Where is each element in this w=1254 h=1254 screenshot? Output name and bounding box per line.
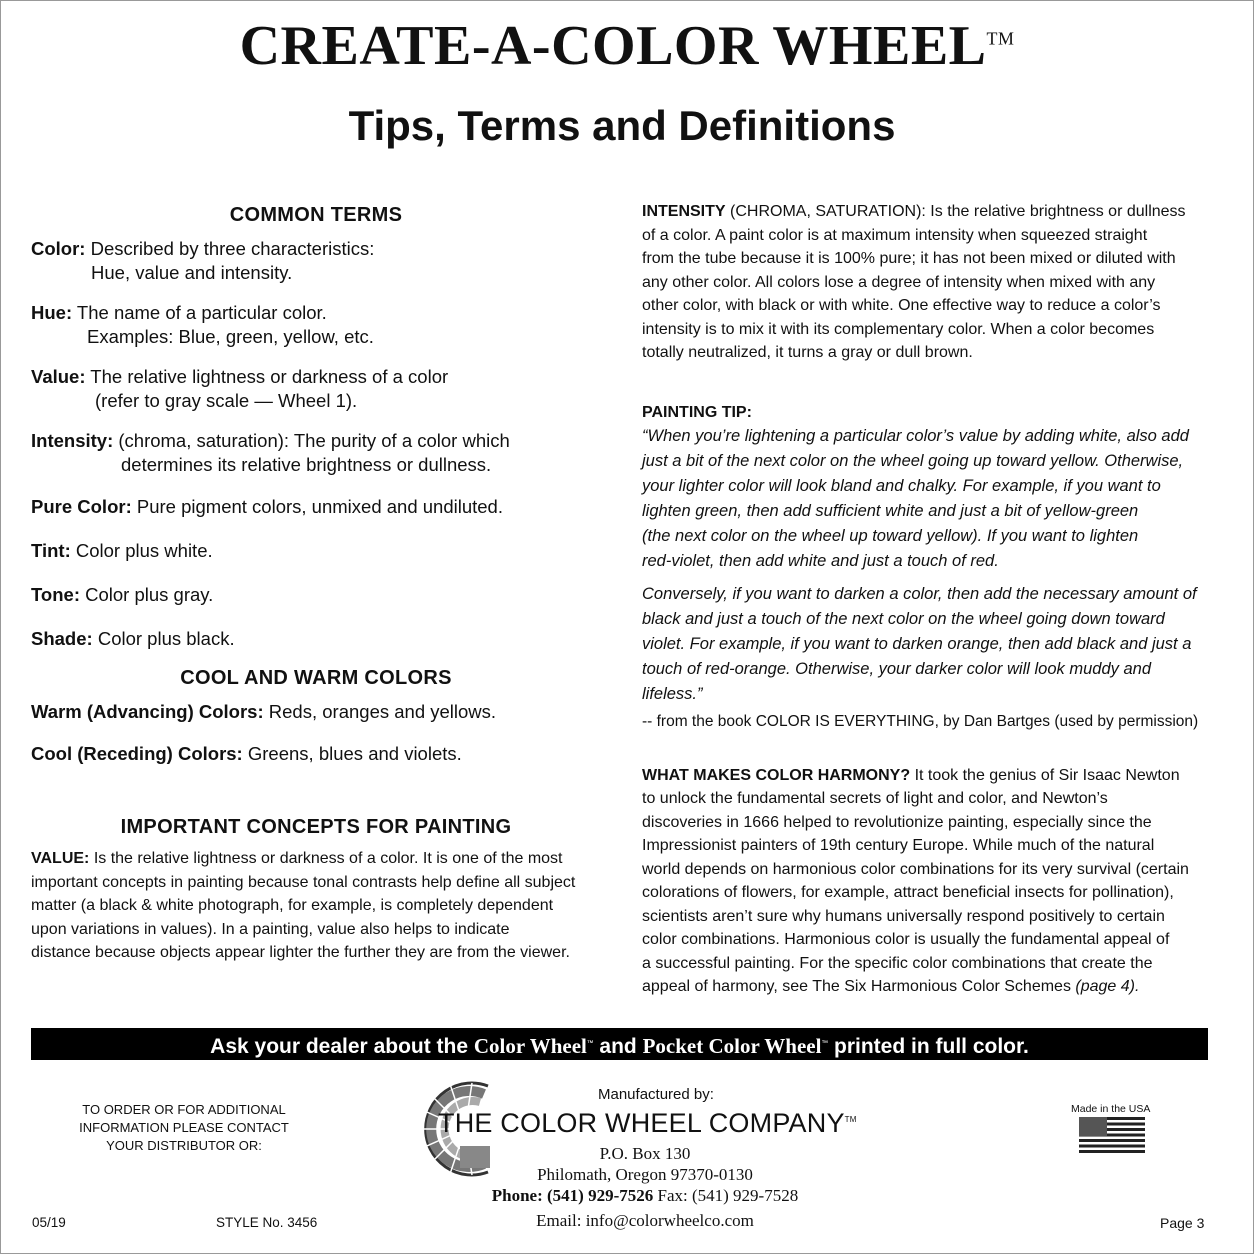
banner-tm-1: ™ (586, 1040, 594, 1047)
banner-text-2: and (593, 1035, 643, 1058)
term-def: The name of a particular color. (72, 302, 327, 323)
dealer-banner (31, 1028, 1208, 1060)
banner-text-1: Ask your dealer about the (210, 1035, 474, 1058)
harmony-line: color combinations. Harmonious color is usually the fundamental appeal of (642, 931, 1170, 948)
value-line: upon variations in values). In a painting, value also helps to indicate (31, 920, 510, 938)
date-code: 05/19 (32, 1215, 66, 1230)
fax: Fax: (541) 929-7528 (653, 1186, 799, 1205)
value-label: VALUE: (31, 850, 90, 867)
title-text: CREATE-A-COLOR WHEEL (239, 15, 987, 77)
value-line: important concepts in painting because tonal contrasts help define all subject (31, 873, 576, 891)
term-label: Pure Color: (31, 496, 132, 517)
tip-line: “When you’re lightening a particular color’s value by adding white, also add (642, 427, 1189, 445)
tip-line: red-violet, then add white and just a touch of red. (642, 552, 999, 570)
harmony-paragraph (642, 764, 1214, 999)
left-column (31, 200, 601, 965)
intensity-line: from the tube because it is 100% pure; it has not been mixed or diluted with (642, 250, 1176, 267)
common-terms-heading: COMMON TERMS (229, 204, 403, 226)
term-label: Value: (31, 366, 86, 387)
term-def: (chroma, saturation): The purity of a color which (113, 430, 510, 451)
manufactured-by: Manufactured by: (598, 1086, 714, 1103)
term-def-2: determines its relative brightness or dullness. (121, 454, 492, 475)
term-label: Color: (31, 238, 86, 259)
style-number: STYLE No. 3456 (216, 1215, 318, 1230)
intensity-line: of a color. A paint color is at maximum intensity when squeezed straight (642, 226, 1148, 244)
cool-label: Cool (Receding) Colors: (31, 743, 243, 764)
tip-line: your lighter color will look bland and chalky. For example, if you want to (642, 477, 1161, 495)
harmony-line: to unlock the fundamental secrets of light and color, and Newton’s (642, 790, 1108, 807)
value-line: matter (a black & white photograph, for example, is completely dependent (31, 897, 554, 914)
term-pure-color (31, 495, 601, 519)
banner-pocket-wheel: Pocket Color Wheel (642, 1034, 822, 1058)
right-column (642, 200, 1214, 999)
intensity-line: totally neutralized, it turns a gray or dull brown. (642, 344, 973, 361)
tip-line: Conversely, if you want to darken a color, then add the necessary amount of (642, 585, 1197, 603)
tip-line: lighten green, then add sufficient white and just a bit of yellow-green (642, 502, 1139, 520)
email: Email: info@colorwheelco.com (536, 1211, 754, 1230)
title-trademark: TM (986, 28, 1015, 49)
value-line: Is the relative lightness or darkness of a color. It is one of the most (89, 850, 563, 867)
harmony-line: a successful painting. For the specific color combinations that create the (642, 954, 1153, 972)
banner-tm-2: ™ (821, 1040, 829, 1047)
city-address: Philomath, Oregon 97370-0130 (537, 1165, 753, 1184)
us-flag-icon (1079, 1117, 1145, 1153)
painting-tip-heading (642, 401, 1214, 425)
tip-line: lifeless.” (642, 685, 703, 703)
term-def: The relative lightness or darkness of a color (85, 366, 449, 387)
order-info (64, 1101, 304, 1155)
po-box: P.O. Box 130 (599, 1144, 691, 1163)
intensity-line: any other color. All colors lose a degree of intensity when mixed with any (642, 273, 1156, 291)
page-title (0, 14, 1254, 78)
company-block (410, 1074, 880, 1230)
term-tint (31, 539, 601, 563)
tip-line: (the next color on the wheel up toward yellow). If you want to lighten (642, 527, 1139, 545)
painting-tip-label: PAINTING TIP: (642, 403, 752, 421)
order-line: YOUR DISTRIBUTOR OR: (106, 1138, 262, 1153)
company-name (438, 1108, 857, 1139)
intensity-line: (CHROMA, SATURATION): Is the relative brightness or dullness (725, 203, 1186, 220)
phone-fax (410, 1186, 880, 1206)
harmony-line: Impressionist painters of 19th century Europe. While much of the natural (642, 837, 1155, 854)
company-tm: TM (844, 1115, 857, 1124)
concepts-heading: IMPORTANT CONCEPTS FOR PAINTING (120, 816, 512, 838)
harmony-label: WHAT MAKES COLOR HARMONY? (642, 766, 911, 784)
cool-colors (31, 742, 601, 766)
cool-warm-heading: COOL AND WARM COLORS (180, 667, 452, 689)
warm-colors (31, 700, 601, 724)
tip-attribution: -- from the book COLOR IS EVERYTHING, by Dan Bartges (used by permission) (642, 713, 1199, 730)
harmony-line: appeal of harmony, see The Six Harmonious Color Schemes (642, 978, 1076, 995)
term-intensity (31, 429, 601, 477)
banner-color-wheel: Color Wheel (473, 1034, 587, 1058)
intensity-line: other color, with black or with white. One effective way to reduce a color’s (642, 297, 1161, 314)
term-def: Pure pigment colors, unmixed and undiluted. (131, 496, 503, 517)
intensity-line: intensity is to mix it with its complementary color. When a color becomes (642, 320, 1155, 338)
order-line: INFORMATION PLEASE CONTACT (79, 1120, 289, 1135)
term-def: Color plus black. (92, 628, 235, 649)
term-value (31, 365, 601, 413)
term-tone (31, 583, 601, 607)
value-line: distance because objects appear lighter the further they are from the viewer. (31, 944, 570, 961)
intensity-label: INTENSITY (642, 203, 726, 220)
term-label: Hue: (31, 302, 73, 323)
harmony-line: world depends on harmonious color combinations for its very survival (certain (642, 860, 1189, 878)
painting-tip-paragraph-2 (642, 582, 1214, 707)
warm-label: Warm (Advancing) Colors: (31, 701, 264, 722)
term-label: Tint: (31, 540, 71, 561)
term-label: Tone: (31, 584, 80, 605)
term-shade (31, 627, 601, 651)
term-def-2: (refer to gray scale — Wheel 1). (95, 390, 358, 411)
tip-line: just a bit of the next color on the wheel going up toward yellow. Otherwise, (642, 452, 1184, 470)
painting-tip-paragraph-1 (642, 424, 1214, 574)
term-def-2: Examples: Blue, green, yellow, etc. (87, 326, 374, 347)
term-def: Color plus white. (70, 540, 213, 561)
term-def-2: Hue, value and intensity. (91, 262, 293, 283)
company-name-text: THE COLOR WHEEL COMPANY (438, 1108, 845, 1138)
tip-line: black and just a touch of the next color on the wheel going down toward (642, 610, 1165, 628)
cool-def: Greens, blues and violets. (242, 743, 462, 764)
harmony-line: It took the genius of Sir Isaac Newton (910, 766, 1180, 784)
order-line: TO ORDER OR FOR ADDITIONAL (82, 1102, 286, 1117)
term-def: Described by three characteristics: (85, 238, 375, 259)
term-color (31, 237, 601, 285)
tip-line: violet. For example, if you want to darken orange, then add black and just a (642, 635, 1192, 653)
warm-def: Reds, oranges and yellows. (263, 701, 497, 722)
term-hue (31, 301, 601, 349)
intensity-paragraph (642, 200, 1214, 365)
term-label: Shade: (31, 628, 93, 649)
tip-line: touch of red-orange. Otherwise, your darker color will look muddy and (642, 660, 1151, 678)
term-def: Color plus gray. (79, 584, 214, 605)
banner-text-3: printed in full color. (828, 1035, 1029, 1058)
value-paragraph (31, 847, 601, 965)
harmony-line: colorations of flowers, for example, attract beneficial insects for pollination), (642, 884, 1174, 901)
page-subtitle: Tips, Terms and Definitions (348, 102, 896, 149)
harmony-line: discoveries in 1666 helped to revolutionize painting, especially since the (642, 813, 1152, 831)
phone: Phone: (541) 929-7526 (491, 1186, 654, 1205)
page-number: Page 3 (1160, 1215, 1205, 1231)
page-reference: (page 4). (1075, 978, 1140, 995)
term-label: Intensity: (31, 430, 114, 451)
harmony-line: scientists aren’t sure why humans universally respond positively to certain (642, 907, 1165, 925)
made-in-usa-label: Made in the USA (1071, 1103, 1151, 1115)
